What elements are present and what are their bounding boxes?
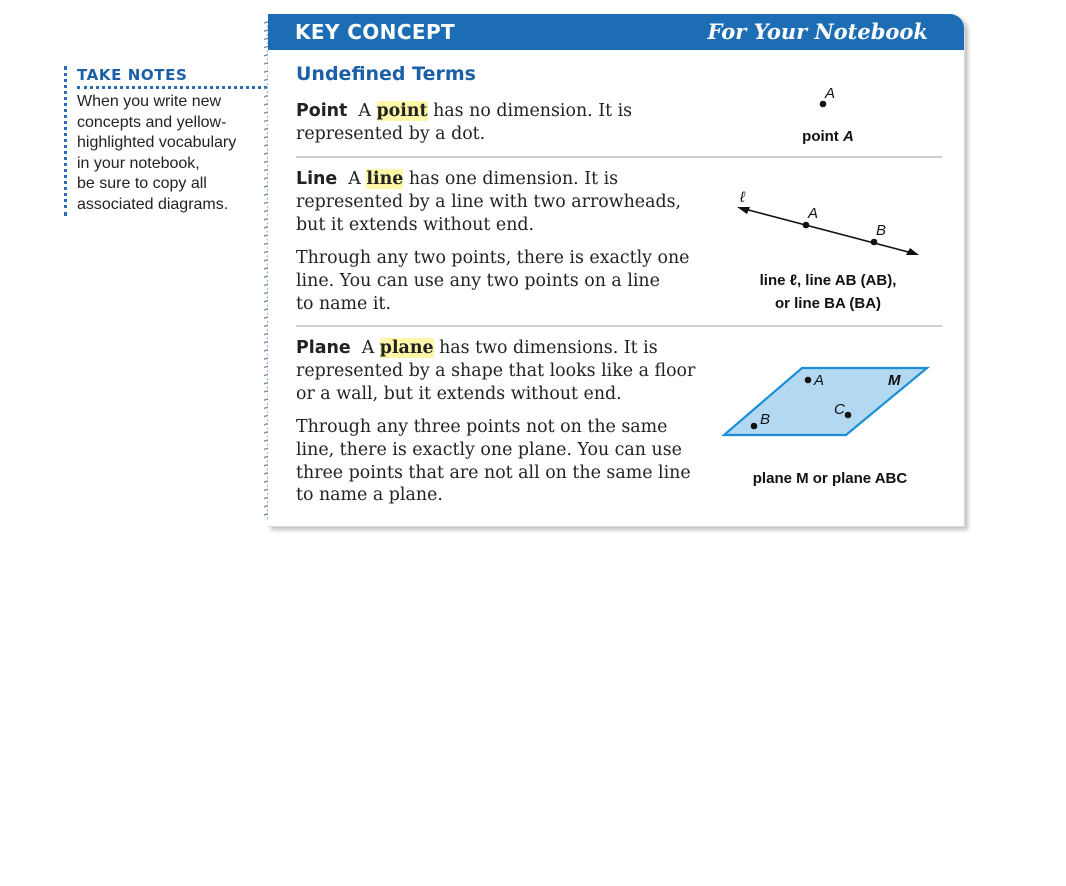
take-notes-line: be sure to copy all [77, 175, 207, 193]
line-para-line: to name it. [296, 293, 391, 314]
vocab-point: point [376, 101, 428, 121]
point-caption-var: A [842, 128, 854, 145]
key-concept-panel [268, 14, 965, 527]
plane-c-label: C [834, 401, 845, 418]
line-point-a [803, 222, 810, 229]
article: A [361, 338, 375, 358]
line-text-line1: has one dimension. It is [408, 169, 619, 189]
point-text-line2: represented by a dot. [296, 123, 486, 144]
for-your-notebook-label: For Your Notebook [707, 19, 928, 44]
take-notes-body [77, 92, 273, 216]
line-a-label: A [808, 205, 819, 222]
plane-text-line3: or a wall, but it extends without end. [296, 383, 622, 404]
line-caption-2 [738, 295, 918, 312]
plane-para-line: to name a plane. [296, 485, 443, 506]
point-caption [758, 128, 898, 145]
line-caption-1-text: line ℓ, line AB (AB), [759, 272, 897, 289]
divider [296, 156, 942, 158]
line-point-b [871, 239, 878, 246]
plane-caption [730, 470, 930, 487]
line-caption-2-text: or line BA (BA) [774, 295, 882, 312]
vocab-plane: plane [379, 338, 434, 358]
term-point: Point [296, 101, 348, 121]
plane-diagram [720, 364, 932, 440]
line-diagram [728, 184, 928, 264]
article: A [348, 169, 361, 189]
take-notes-title: TAKE NOTES [77, 66, 273, 89]
plane-b-label: B [760, 411, 771, 428]
take-notes-line: highlighted vocabulary [77, 134, 237, 152]
plane-definition [296, 337, 696, 405]
term-line: Line [296, 169, 338, 189]
line-definition [296, 168, 696, 236]
line-l [741, 208, 916, 254]
point-diagram [796, 82, 856, 122]
panel-header [268, 14, 964, 50]
vocab-line: line [366, 169, 404, 189]
take-notes-line: in your notebook, [77, 154, 200, 172]
point-text-line1: has no dimension. It is [433, 101, 633, 121]
plane-para-line: three points that are not all on the same line [296, 462, 691, 483]
line-caption-1 [738, 272, 918, 289]
line-ell-label: ℓ [740, 189, 745, 206]
line-para-line: Through any two points, there is exactly one [296, 248, 690, 268]
section-title: Undefined Terms [296, 63, 476, 85]
take-notes-sidebar [64, 66, 273, 216]
point-a-label: A [825, 85, 836, 102]
article: A [358, 101, 371, 121]
plane-para-line: line, there is exactly one plane. You can use [296, 439, 682, 460]
line-explanation [296, 247, 696, 315]
plane-text-line1: has two dimensions. It is [439, 338, 658, 358]
plane-point-a [805, 377, 812, 384]
plane-text-line2: represented by a shape that looks like a floor [296, 360, 696, 381]
point-caption-text: point [802, 128, 843, 145]
term-plane: Plane [296, 338, 351, 358]
left-arrowhead [737, 207, 750, 214]
point-definition [296, 100, 696, 146]
line-text-line3: but it extends without end. [296, 214, 535, 235]
plane-a-label: A [814, 372, 825, 389]
divider [296, 325, 942, 327]
plane-m-label: M [888, 372, 901, 389]
plane-point-c [845, 412, 852, 419]
plane-explanation [296, 416, 696, 507]
take-notes-line: associated diagrams. [77, 195, 229, 213]
plane-point-b [751, 423, 758, 430]
plane-para-line: Through any three points not on the same [296, 417, 668, 437]
line-para-line: line. You can use any two points on a line [296, 270, 660, 291]
plane-caption-text: plane M or plane ABC [752, 470, 908, 487]
take-notes-line: When you write new [77, 93, 222, 110]
key-concept-label: KEY CONCEPT [295, 20, 456, 44]
line-b-label: B [876, 222, 887, 239]
line-text-line2: represented by a line with two arrowheads, [296, 191, 682, 212]
take-notes-line: concepts and yellow- [77, 113, 227, 131]
